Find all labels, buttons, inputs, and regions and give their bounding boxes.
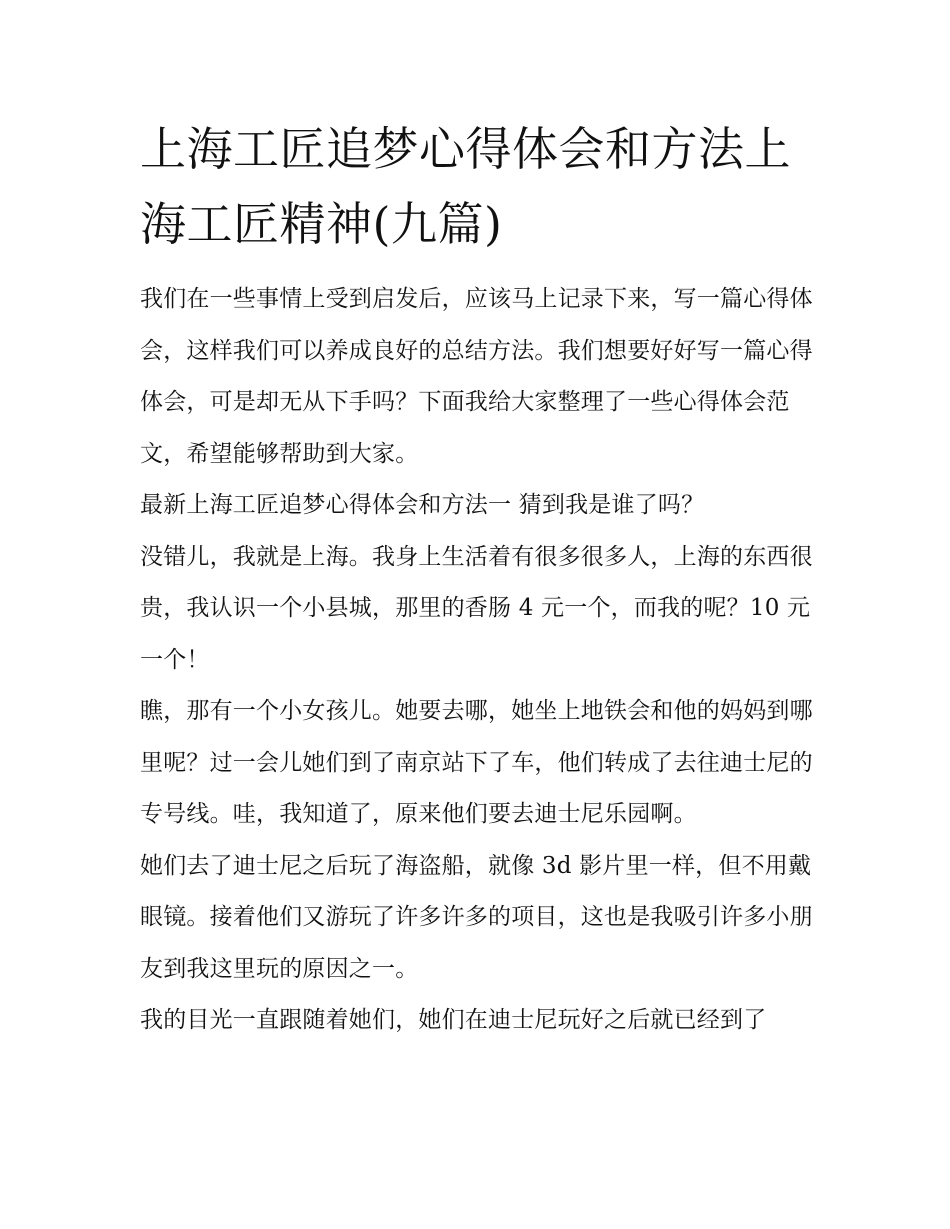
paragraph-section-heading: 最新上海工匠追梦心得体会和方法一 猜到我是谁了吗？ xyxy=(140,492,705,518)
document-body xyxy=(140,274,820,1047)
document-title: 上海工匠追梦心得体会和方法上海工匠精神(九篇) xyxy=(140,122,791,251)
paragraph: 瞧，那有一个小女孩儿。她要去哪，她坐上地铁会和他的妈妈到哪里呢？过一会儿她们到了南京站下了车，他们转成了去往迪士尼的专号线。哇，我知道了，原来他们要去迪士尼乐园啊。 xyxy=(140,698,813,827)
paragraph: 她们去了迪士尼之后玩了海盗船，就像 3d 影片里一样，但不用戴眼镜。接着他们又游玩了许多许多的项目，这也是我吸引许多小朋友到我这里玩的原因之一。 xyxy=(140,852,813,982)
paragraph-intro: 我们在一些事情上受到启发后，应该马上记录下来，写一篇心得体会，这样我们可以养成良好的总结方法。我们想要好好写一篇心得体会，可是却无从下手吗？下面我给大家整理了一些心得体会范文，希望能够帮助到大家。 xyxy=(140,286,813,467)
paragraph: 我的目光一直跟随着她们，她们在迪士尼玩好之后就已经到了 xyxy=(140,1007,767,1033)
paragraph: 没错儿，我就是上海。我身上生活着有很多很多人，上海的东西很贵，我认识一个小县城，那里的香肠 4 元一个，而我的呢？10 元一个！ xyxy=(140,543,813,673)
document-page xyxy=(140,112,820,1047)
